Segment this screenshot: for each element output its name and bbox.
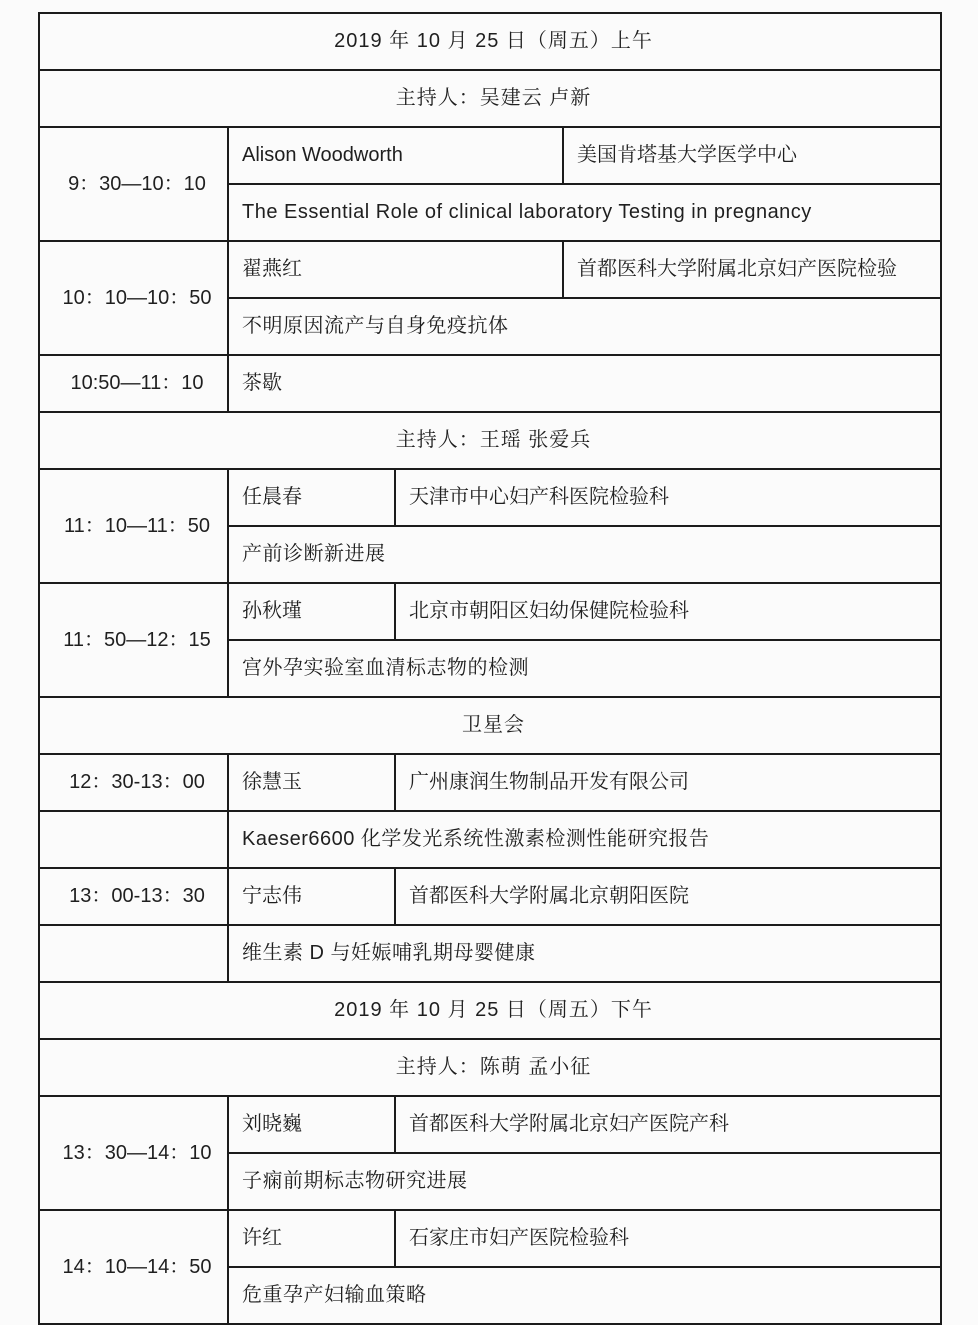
session-title: The Essential Role of clinical laboratory Testing in pregnancy [228,184,941,241]
session-speaker: 许红 [228,1210,395,1267]
session-speaker: 徐慧玉 [228,754,395,811]
session-speaker: 刘晓巍 [228,1096,395,1153]
session-speaker: Alison Woodworth [228,127,563,184]
session-time: 11：10—11：50 [39,469,228,583]
satellite-session-header: 卫星会 [39,697,941,754]
session-title: 维生素 D 与妊娠哺乳期母婴健康 [228,925,941,982]
session-time-empty [39,925,228,982]
session-affiliation: 美国肯塔基大学医学中心 [563,127,941,184]
session-time: 13：00-13：30 [39,868,228,925]
conference-program-table [38,12,940,1325]
session-title: 子痫前期标志物研究进展 [228,1153,941,1210]
session-affiliation: 广州康润生物制品开发有限公司 [395,754,941,811]
session-time: 9：30—10：10 [39,127,228,241]
tea-break-label: 茶歇 [228,355,941,412]
session-time: 11：50—12：15 [39,583,228,697]
session-speaker: 宁志伟 [228,868,395,925]
hosts-midday: 主持人：王瑶 张爱兵 [39,412,941,469]
session-affiliation: 天津市中心妇产科医院检验科 [395,469,941,526]
session-time: 10：10—10：50 [39,241,228,355]
hosts-morning: 主持人：吴建云 卢新 [39,70,941,127]
session-title: 危重孕产妇输血策略 [228,1267,941,1324]
session-affiliation: 石家庄市妇产医院检验科 [395,1210,941,1267]
session-time: 12：30-13：00 [39,754,228,811]
session-title: 宫外孕实验室血清标志物的检测 [228,640,941,697]
session-title: 产前诊断新进展 [228,526,941,583]
session-affiliation: 北京市朝阳区妇幼保健院检验科 [395,583,941,640]
date-header-afternoon: 2019 年 10 月 25 日（周五）下午 [39,982,941,1039]
date-header-morning: 2019 年 10 月 25 日（周五）上午 [39,13,941,70]
hosts-afternoon: 主持人：陈萌 孟小征 [39,1039,941,1096]
session-speaker: 翟燕红 [228,241,563,298]
session-speaker: 任晨春 [228,469,395,526]
tea-break-time: 10:50—11：10 [39,355,228,412]
session-title: Kaeser6600 化学发光系统性激素检测性能研究报告 [228,811,941,868]
session-time: 14：10—14：50 [39,1210,228,1324]
session-speaker: 孙秋瑾 [228,583,395,640]
session-time-empty [39,811,228,868]
session-time: 13：30—14：10 [39,1096,228,1210]
session-title: 不明原因流产与自身免疫抗体 [228,298,941,355]
session-affiliation: 首都医科大学附属北京朝阳医院 [395,868,941,925]
session-affiliation: 首都医科大学附属北京妇产医院检验 [563,241,941,298]
session-affiliation: 首都医科大学附属北京妇产医院产科 [395,1096,941,1153]
